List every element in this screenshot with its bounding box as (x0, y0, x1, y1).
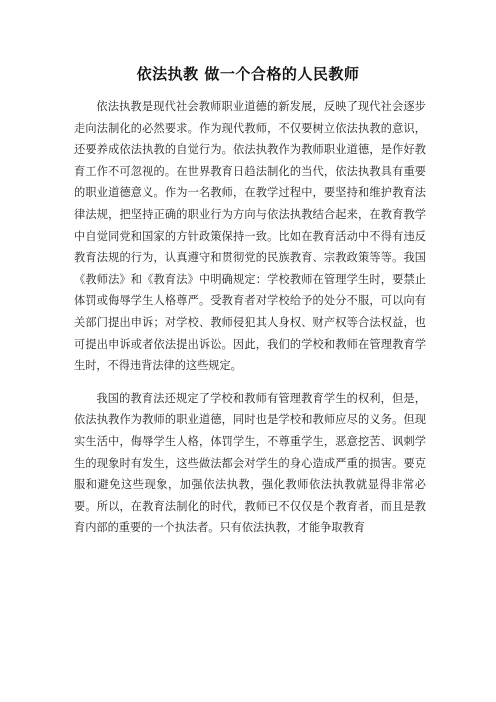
paragraph-2: 我国的教育法还规定了学校和教师有管理教育学生的权利，但是，依法执教作为教师的职业道德，同时也是学校和教师应尽的义务。但现实生活中，侮辱学生人格，体罚学生，不尊重学生，恶意挖苦、讽刺学生的现象时有发生，这些做法都会对学生的身心造成严重的损害。要克服和避免这些现象，加强依法执教，强化教师依法执教就显得非常必要。所以，在教育法制化的时代，教师已不仅仅是个教育者，而且是教育内部的重要的一个执法者。只有依法执教，才能争取教育 (74, 391, 426, 535)
document-title: 依法执教 做一个合格的人民教师 (136, 65, 360, 83)
paragraph-1: 依法执教是现代社会教师职业道德的新发展，反映了现代社会逐步走向法制化的必然要求。作为现代教师，不仅要树立依法执教的意识，还要养成依法执教的自觉行为。依法执教作为教师职业道德，是作好教育工作不可忽视的。在世界教育日趋法制化的当代，依法执教具有重要的职业道德意义。作为一名教师，在教学过程中，要坚持和维护教育法律法规，把坚持正确的职业行为方向与依法执教结合起来，在教育教学中自觉同党和国家的方针政策保持一致。比如在教育活动中不得有违反教育法规的行为，认真遵守和贯彻党的民族教育、宗教政策等等。我国《教师法》和《教育法》中明确规定：学校教师在管理学生时，要禁止体罚或侮辱学生人格尊严。受教育者对学校给予的处分不服，可以向有关部门提出申诉；对学校、教师侵犯其人身权、财产权等合法权益，也可提出申诉或者依法提出诉讼。因此，我们的学校和教师在管理教育学生时，不得违背法律的这些规定。 (74, 100, 426, 373)
document-body (74, 96, 426, 539)
